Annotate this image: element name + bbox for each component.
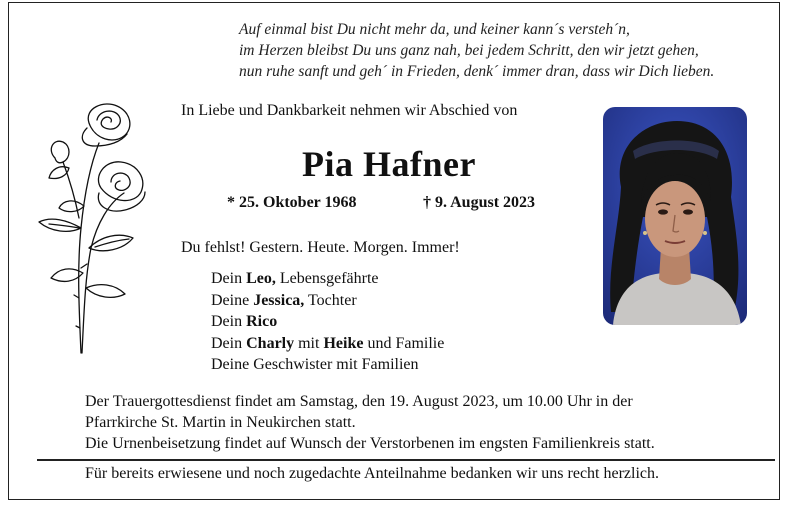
mourner-line xyxy=(211,333,444,355)
mourner-line xyxy=(211,268,444,290)
poem-line: nun ruhe sanft und geh´ in Frieden, denk´ immer dran, dass wir Dich lieben. xyxy=(239,63,715,80)
service-line: Der Trauergottesdienst findet am Samstag, den 19. August 2023, um 10.00 Uhr in der xyxy=(85,393,633,410)
mourner-prefix: Dein xyxy=(211,270,247,287)
obituary-notice xyxy=(8,2,780,500)
service-line: Pfarrkirche St. Martin in Neukirchen statt. xyxy=(85,414,356,431)
deceased-name: Pia Hafner xyxy=(302,144,476,184)
mourner-line xyxy=(211,354,444,376)
mourner-connector: mit xyxy=(294,334,324,352)
service-line: Die Urnenbeisetzung findet auf Wunsch der Verstorbenen im engsten Familienkreis statt. xyxy=(85,435,655,452)
mourner-line xyxy=(211,290,444,312)
rose-illustration xyxy=(29,98,154,358)
tagline: Du fehlst! Gestern. Heute. Morgen. Immer! xyxy=(181,239,460,256)
mourner-relation: Tochter xyxy=(304,291,357,309)
death-date: † 9. August 2023 xyxy=(423,194,536,211)
mourner-prefix: Deine Geschwister mit Familien xyxy=(211,356,419,373)
mourner-prefix: Deine xyxy=(211,291,254,309)
birth-date: * 25. Oktober 1968 xyxy=(227,194,357,211)
service-info xyxy=(85,391,785,454)
intro-text: In Liebe und Dankbarkeit nehmen wir Abschied von xyxy=(181,102,518,119)
mourner-prefix: Dein xyxy=(211,313,247,330)
mourner-relation: Lebensgefährte xyxy=(275,270,379,287)
poem-line: Auf einmal bist Du nicht mehr da, und keiner kann´s versteh´n, xyxy=(239,21,630,38)
mourner-relation: und Familie xyxy=(363,334,445,352)
mourner-name: Rico xyxy=(246,313,278,330)
mourner-name: Jessica, xyxy=(253,291,305,309)
portrait-photo xyxy=(603,107,747,325)
mourner-name: Heike xyxy=(323,334,364,352)
divider xyxy=(37,459,775,461)
thanks-text: Für bereits erwiesene und noch zugedachte Anteilnahme bedanken wir uns recht herzlich. xyxy=(85,465,660,482)
poem xyxy=(239,19,779,82)
mourner-prefix: Dein xyxy=(211,334,247,352)
mourners-list xyxy=(211,268,444,376)
mourner-line xyxy=(211,311,444,333)
mourner-name: Charly xyxy=(246,334,295,352)
mourner-name: Leo, xyxy=(246,270,276,287)
poem-line: im Herzen bleibst Du uns ganz nah, bei jedem Schritt, den wir jetzt gehen, xyxy=(239,42,699,59)
